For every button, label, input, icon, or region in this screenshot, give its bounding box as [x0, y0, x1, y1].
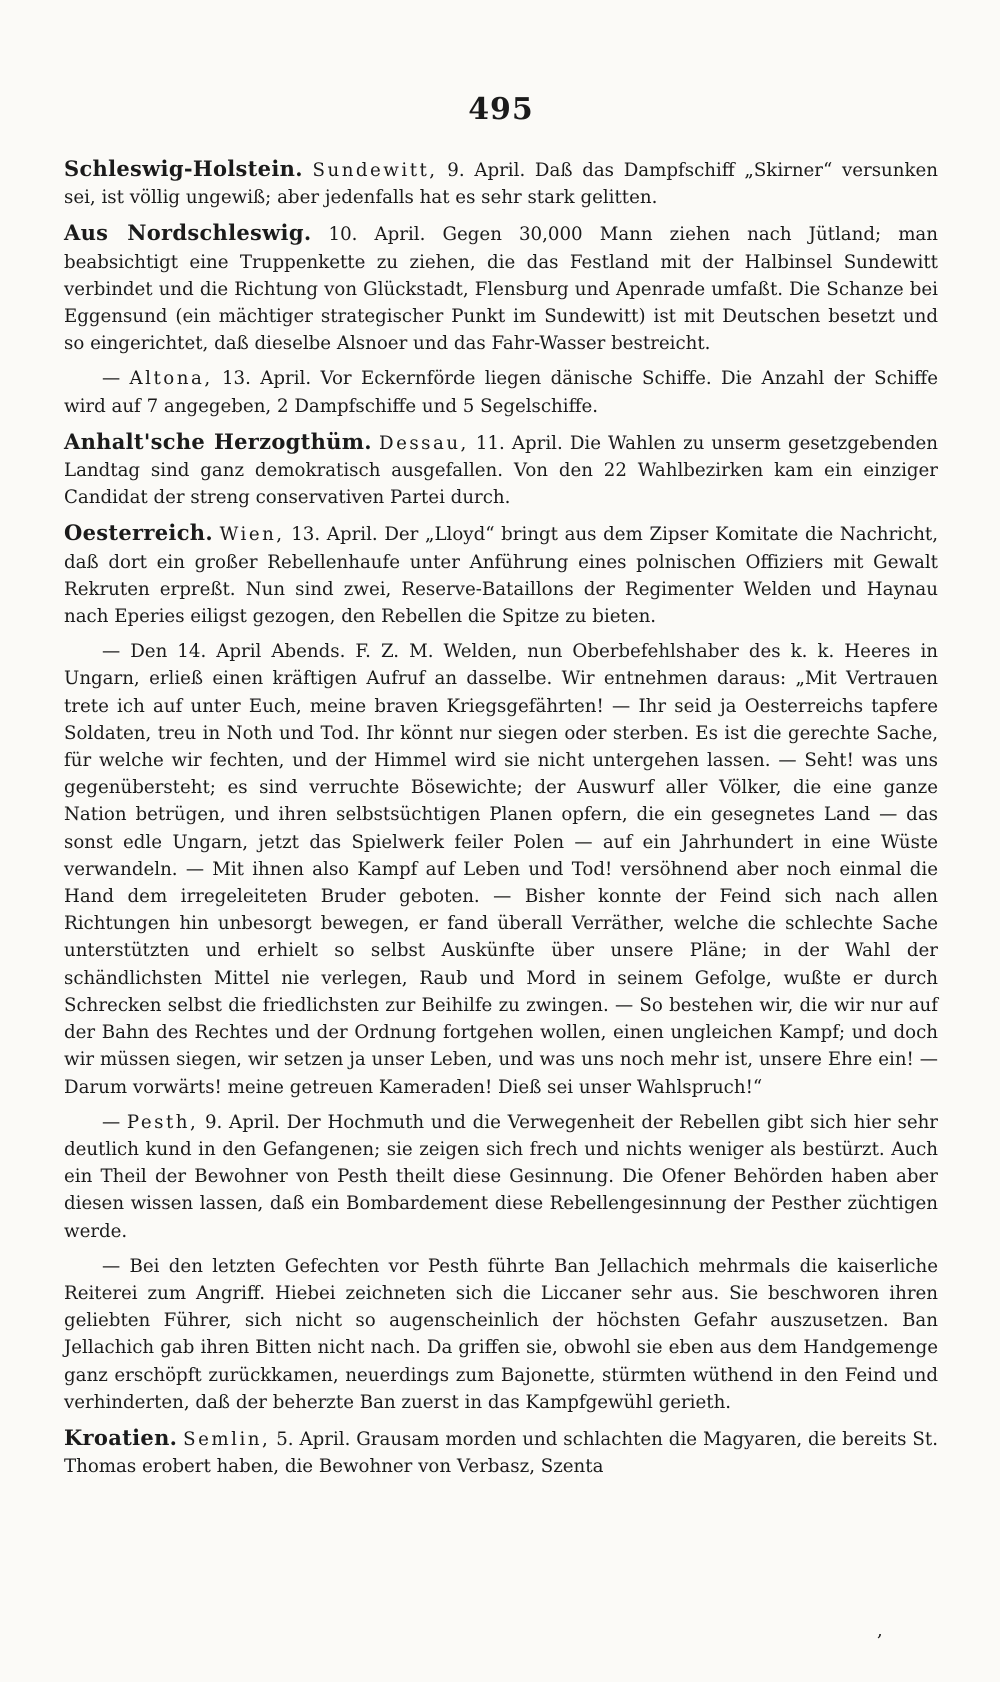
paragraph-text: Den 14. April Abends. F. Z. M. Welden, nun Oberbefehlshaber des k. k. Heeres in Ungarn, erließ einen kräftigen Aufruf an dasselbe. Wir entnehmen daraus: „Mit Vertrauen trete ich auf unter Euch, meine braven Kriegsgefährten! — Ihr seid ja Oesterreichs tapfere Soldaten, treu in Noth und Tod. Ihr könnt nur siegen oder sterben. Es ist die gerechte Sache, für welche wir fechten, und der Himmel wird sie nicht untergehen lassen. — Seht! was uns gegenübersteht; es sind verruchte Bösewichte; der Auswurf aller Völker, die eine ganze Nation betrügen, und ihren selbstsüchtigen Planen opfern, die ein gesegnetes Land — das sonst edle Ungarn, jetzt das Spielwerk feiler Polen — auf ein Jahrhundert in eine Wüste verwandeln. — Mit ihnen also Kampf auf Leben und Tod! versöhnend aber noch einmal die Hand dem irregeleiteten Bruder geboten. — Bisher konnte der Feind sich nach allen Richtungen hin unbesorgt bewegen, er fand überall Verräther, welche die schlechte Sache unterstützten und erhielt so selbst Auskünfte über unsere Pläne; in der Wahl der schändlichsten Mittel nie verlegen, Raub und Mord in seinem Gefolge, wußte er durch Schrecken selbst die friedlichsten zur Beihilfe zu zwingen. — So bestehen wir, die wir nur auf der Bahn des Rechtes und der Ordnung fortgehen wollen, einen ungleichen Kampf; und doch wir müssen siegen, wir setzen ja unser Leben, und was uns noch mehr ist, unsere Ehre ein! — Darum vorwärts! meine getreuen Kameraden! Dieß sei unser Wahlspruch!“: [64, 641, 938, 1098]
paragraph-text: 13. April. Vor Eckernförde liegen dänische Schiffe. Die Anzahl der Schiffe wird auf 7 angegeben, 2 Dampfschiffe und 5 Segelschiffe.: [64, 368, 938, 417]
footer-mark: ,: [877, 1620, 883, 1641]
dateline-place: Semlin,: [183, 1428, 271, 1450]
section-heading: Kroatien.: [64, 1424, 178, 1450]
dash-lead: —: [102, 368, 130, 390]
paragraph-welden-aufruf: [64, 638, 938, 1100]
paragraph-text: Bei den letzten Gefechten vor Pesth führte Ban Jellachich mehrmals die kaiserliche Reiterei zum Angriff. Hiebei zeichneten sich die Liccaner sehr aus. Sie beschworen ihren geliebten Führer, sich nicht so augenscheinlich der höchsten Gefahr auszusetzen. Ban Jellachich gab ihren Bitten nicht nach. Da griffen sie, obwohl sie eben aus dem Handgemenge ganz erschöpft zurückkamen, neuerdings zum Bajonette, stürmten wüthend in den Feind und verhinderten, daß der beherzte Ban zuerst in das Kampfgewühl gerieth.: [64, 1255, 938, 1413]
dateline-place: Wien,: [219, 524, 285, 546]
dash-lead: —: [102, 1111, 127, 1133]
section-heading: Anhalt'sche Herzogthüm.: [64, 428, 372, 454]
paragraph-anhalt: [64, 428, 938, 512]
dateline-place: Dessau,: [378, 432, 469, 454]
dash-lead: —: [102, 1255, 130, 1277]
paragraph-text: 11. April. Die Wahlen zu unserm gesetzgebenden Landtag sind ganz demokratisch ausgefallen. Von den 22 Wahlbezirken kam ein einziger Candidat der streng conservativen Partei durch.: [64, 432, 938, 509]
paragraph-text: 13. April. Der „Lloyd“ bringt aus dem Zipser Komitate die Nachricht, daß dort ein großer Rebellenhaufe unter Anführung eines polnischen Offiziers mit Gewalt Rekruten erpreßt. Nun sind zwei, Reserve-Bataillons der Regimenter Welden und Haynau nach Eperies eiligst gezogen, den Rebellen die Spitze zu bieten.: [64, 524, 938, 628]
section-heading: Schleswig-Holstein.: [64, 156, 303, 181]
paragraph-kroatien: [64, 1424, 938, 1480]
dateline-place: Altona,: [129, 368, 213, 390]
dateline-place: Sundewitt,: [312, 160, 438, 181]
paragraph-oesterreich: [64, 519, 938, 630]
dateline-place: Pesth,: [126, 1111, 199, 1133]
page-number: 495: [468, 92, 534, 127]
paragraph-text: 9. April. Daß das Dampfschiff „Skirner“ versunken sei, ist völlig ungewiß; aber jedenfalls hat es sehr stark gelitten.: [64, 160, 938, 209]
paragraph-text: 9. April. Der Hochmuth und die Verwegenheit der Rebellen gibt sich hier sehr deutlich kund in den Gefangenen; sie zeigen sich frech und nichts weniger als bestürzt. Auch ein Theil der Bewohner von Pesth theilt diese Gesinnung. Die Ofener Behörden haben aber diesen wissen lassen, daß ein Bombardement diese Rebellengesinnung der Pesther züchtigen werde.: [64, 1111, 938, 1242]
paragraph-text: 5. April. Grausam morden und schlachten die Magyaren, die bereits St. Thomas erobert haben, die Bewohner von Verbasz, Szenta: [64, 1428, 938, 1478]
paragraph-schleswig-holstein: [64, 155, 938, 211]
paragraph-jellachich: [64, 1253, 938, 1416]
dash-lead: —: [102, 641, 131, 663]
paragraph-text: 10. April. Gegen 30,000 Mann ziehen nach Jütland; man beabsichtigt eine Truppenkette zu ziehen, die das Festland mit der Halbinsel Sundewitt verbindet und die Richtung von Glückstadt, Flensburg und Apenrade umfaßt. Die Schanze bei Eggensund (ein mächtiger strategischer Punkt im Sundewitt) ist mit Deutschen besetzt und so eingerichtet, daß dieselbe Alsnoer und das Fahr-Wasser bestreicht.: [64, 224, 938, 355]
paragraph-altona: [64, 365, 938, 419]
paragraph-pesth: [64, 1109, 938, 1245]
section-heading: Aus Nordschleswig.: [64, 220, 312, 246]
section-heading: Oesterreich.: [64, 520, 213, 546]
paragraph-nordschleswig: [64, 219, 938, 357]
